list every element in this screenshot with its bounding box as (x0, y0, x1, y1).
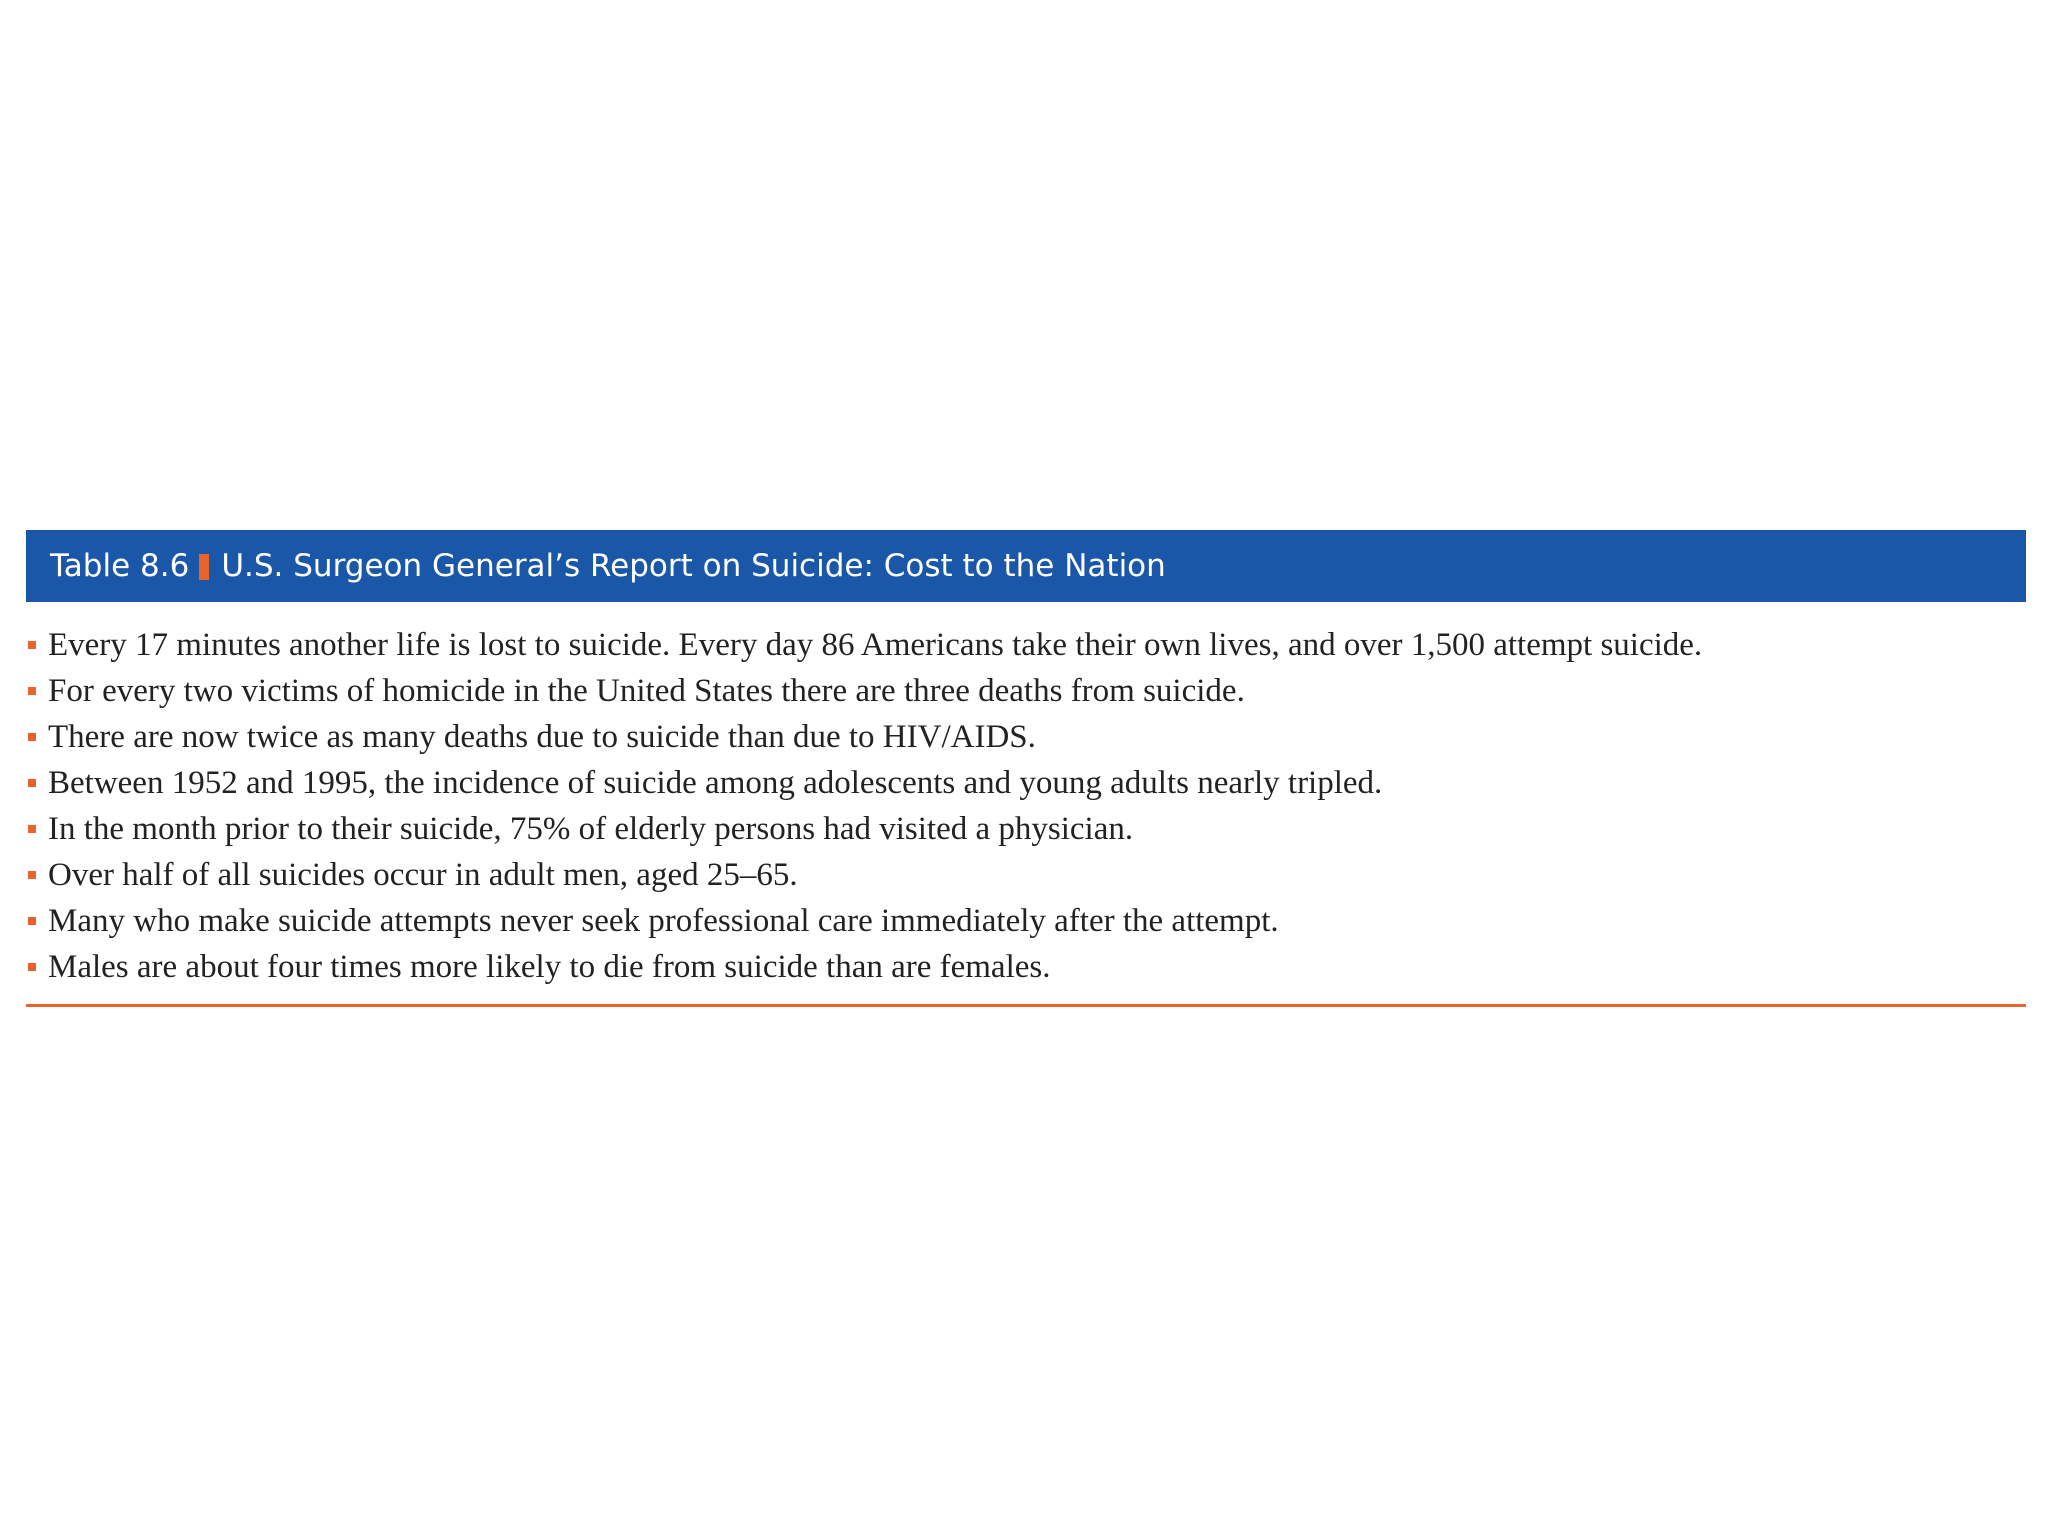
list-item (26, 898, 2026, 944)
list-item (26, 806, 2026, 852)
bullet-square-icon (28, 963, 36, 971)
list-item (26, 944, 2026, 990)
bullet-list (26, 602, 2026, 996)
table-header (26, 530, 2026, 602)
bottom-rule (26, 1004, 2026, 1007)
list-item (26, 668, 2026, 714)
table-label: Table 8.6 (50, 548, 190, 584)
list-item-text: Males are about four times more likely to die from suicide than are females. (48, 948, 1051, 985)
bullet-square-icon (28, 779, 36, 787)
list-item-text: Over half of all suicides occur in adult men, aged 25–65. (48, 856, 798, 893)
bullet-square-icon (28, 733, 36, 741)
list-item-text: For every two victims of homicide in the United States there are three deaths from suicide. (48, 672, 1245, 709)
table-8-6 (26, 530, 2026, 1007)
list-item (26, 852, 2026, 898)
bullet-square-icon (28, 825, 36, 833)
bullet-square-icon (28, 917, 36, 925)
bullet-square-icon (28, 871, 36, 879)
table-title: U.S. Surgeon General’s Report on Suicide: Cost to the Nation (221, 548, 1166, 584)
list-item-text: There are now twice as many deaths due to suicide than due to HIV/AIDS. (48, 718, 1036, 755)
list-item-text: In the month prior to their suicide, 75% of elderly persons had visited a physician. (48, 810, 1134, 847)
separator-bar (199, 554, 209, 580)
list-item (26, 760, 2026, 806)
list-item-text: Every 17 minutes another life is lost to suicide. Every day 86 Americans take their own lives, and over 1,500 attempt suicide. (48, 626, 1703, 663)
bullet-square-icon (28, 641, 36, 649)
list-item (26, 714, 2026, 760)
list-item-text: Between 1952 and 1995, the incidence of suicide among adolescents and young adults nearly tripled. (48, 764, 1383, 801)
list-item (26, 622, 2026, 668)
bullet-square-icon (28, 687, 36, 695)
list-item-text: Many who make suicide attempts never seek professional care immediately after the attempt. (48, 902, 1279, 939)
